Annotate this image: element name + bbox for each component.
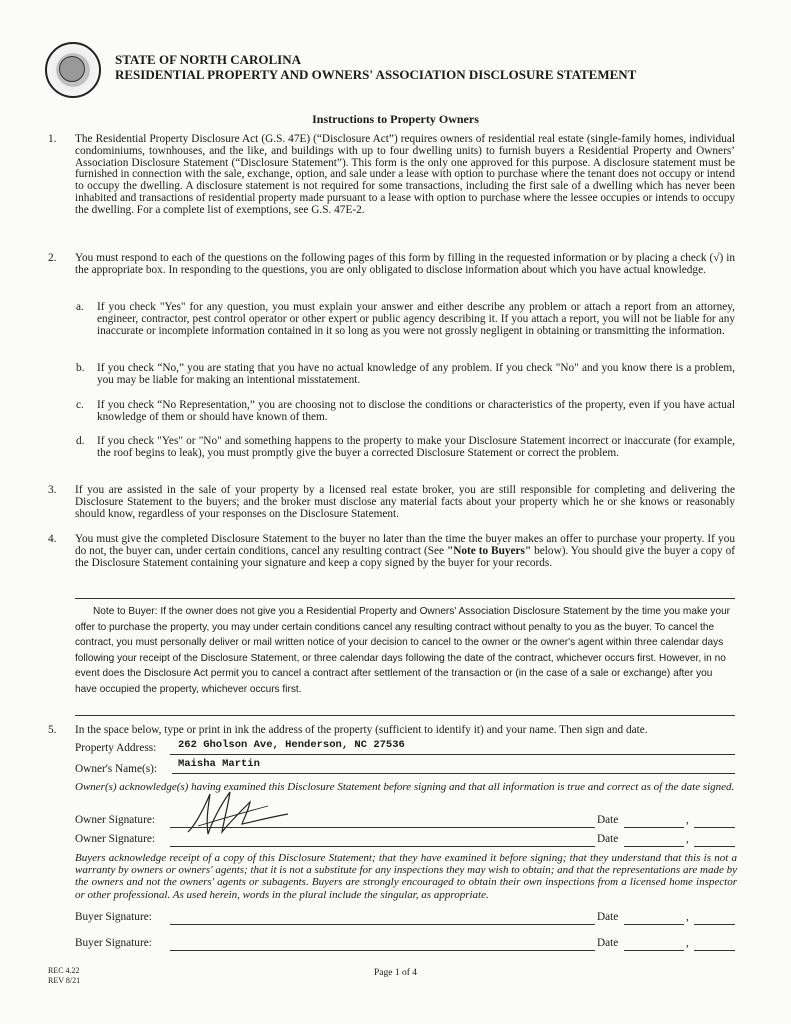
owner-name-value[interactable]: Maisha Martin bbox=[178, 758, 260, 770]
header-state: STATE OF NORTH CAROLINA bbox=[115, 52, 302, 67]
owner-date-label-2: Date bbox=[597, 833, 619, 845]
buyer-date-line-2[interactable] bbox=[624, 950, 684, 951]
buyer-date-comma-1: , bbox=[686, 911, 689, 923]
seal-icon bbox=[45, 42, 101, 98]
note-top-rule bbox=[75, 598, 735, 599]
owner-year-line-2[interactable] bbox=[694, 846, 735, 847]
buyer-date-label-2: Date bbox=[597, 937, 619, 949]
property-address-line bbox=[170, 754, 735, 755]
owner-date-comma-2: , bbox=[686, 833, 689, 845]
instructions-title: Instructions to Property Owners bbox=[312, 112, 479, 126]
buyer-signature-label-2: Buyer Signature: bbox=[75, 937, 152, 949]
owner-date-label-1: Date bbox=[597, 814, 619, 826]
item-2-number: 2. bbox=[48, 252, 57, 264]
item-4-number: 4. bbox=[48, 533, 57, 545]
buyer-date-comma-2: , bbox=[686, 937, 689, 949]
buyer-year-line-1[interactable] bbox=[694, 924, 735, 925]
owner-date-comma-1: , bbox=[686, 814, 689, 826]
footer-rec: REC 4.22 bbox=[48, 966, 80, 975]
buyer-year-line-2[interactable] bbox=[694, 950, 735, 951]
owner-name-line bbox=[172, 773, 735, 774]
header-form-title: RESIDENTIAL PROPERTY AND OWNERS' ASSOCIATION DISCLOSURE STATEMENT bbox=[115, 67, 637, 82]
item-4-text: You must give the completed Disclosure Statement to the buyer no later than the time the buyer makes an offer to purchase your property. If you do not, the buyer can, under certain conditions, cancel any resulting contract (See "Note to Buyers" below). You should give the buyer a copy of the Disclosure Statement containing your signature and keep a copy signed by the buyer for your records. bbox=[75, 533, 736, 569]
owner-handwritten-signature bbox=[178, 784, 298, 844]
item-a-letter: a. bbox=[76, 301, 84, 313]
owner-signature-label-2: Owner Signature: bbox=[75, 833, 155, 845]
buyer-acknowledgement: Buyers acknowledge receipt of a copy of this Disclosure Statement; that they have examined it before signing; that they understand that this is not a warranty by owners or owners' agents; that it is not a substitute for any inspections they may wish to obtain; and that the representations are made by the owners and not the owners' agents or subagents. Buyers are strongly encouraged to obtain their own inspections from a licensed home inspector or other professional. As used herein, words in the plural include the singular, as appropriate. bbox=[75, 852, 737, 901]
item-5-number: 5. bbox=[48, 724, 57, 736]
buyer-signature-line-1[interactable] bbox=[170, 924, 595, 925]
owner-year-line-1[interactable] bbox=[694, 827, 735, 828]
property-address-label: Property Address: bbox=[75, 742, 157, 754]
owner-signature-label-1: Owner Signature: bbox=[75, 814, 155, 826]
owner-date-line-1[interactable] bbox=[624, 827, 684, 828]
owner-acknowledgement: Owner(s) acknowledge(s) having examined this Disclosure Statement before signing and that all information is true and correct as of the date signed. bbox=[75, 781, 735, 793]
buyer-date-line-1[interactable] bbox=[624, 924, 684, 925]
owner-signature-line-2[interactable] bbox=[170, 846, 595, 847]
item-c-text: If you check “No Representation,” you are choosing not to disclose the conditions or characteristics of the property, even if you have actual knowledge of them or should have known of them. bbox=[97, 399, 735, 423]
item-3-text: If you are assisted in the sale of your property by a licensed real estate broker, you are still responsible for completing and delivering the Disclosure Statement to the buyers; and the broker must disclose any material facts about your property which he or she knows or reasonably should know, regardless of your responses on the Disclosure Statement. bbox=[75, 484, 735, 520]
buyer-signature-line-2[interactable] bbox=[170, 950, 595, 951]
item-b-text: If you check “No,” you are stating that you have no actual knowledge of any problem. If you check "No" and you know there is a problem, you may be liable for making an intentional misstatement. bbox=[97, 362, 735, 386]
item-a-text: If you check "Yes" for any question, you must explain your answer and either describe any problem or attach a report from an attorney, engineer, contractor, pest control operator or other expert or public agency describing it. If you attach a report, you will not be liable for any inaccurate or incomplete information contained in it so long as you were not grossly negligent in obtaining or transmitting the information. bbox=[97, 301, 735, 337]
owner-date-line-2[interactable] bbox=[624, 846, 684, 847]
item-c-letter: c. bbox=[76, 399, 84, 411]
footer-page-number: Page 1 of 4 bbox=[373, 968, 417, 978]
item-d-letter: d. bbox=[76, 435, 85, 447]
item-d-text: If you check "Yes" or "No" and something happens to the property to make your Disclosure Statement incorrect or inaccurate (for example, the roof begins to leak), you must promptly give the buyer a corrected Disclosure Statement or correct the problem. bbox=[97, 435, 735, 459]
note-bottom-rule bbox=[75, 715, 735, 716]
item-b-letter: b. bbox=[76, 362, 85, 374]
item-5-text: In the space below, type or print in ink the address of the property (sufficient to identify it) and your name. Then sign and date. bbox=[75, 724, 648, 736]
item-1-text: The Residential Property Disclosure Act (G.S. 47E) (“Disclosure Act”) requires owners of residential real estate (single-family homes, individual condominiums, townhouses, and the like, and buildings with up to four dwelling units) to furnish buyers a Residential Property and Owners’ Association Disclosure Statement (“Disclosure Statement”). This form is the only one approved for this purpose. A disclosure statement must be furnished in connection with the sale, exchange, option, and sale under a lease with option to purchase where the tenant does not occupy or intend to occupy the dwelling. A disclosure statement is not required for some transactions, including the first sale of a dwelling which has never been inhabited and transactions of residential property made pursuant to a lease with option to purchase where the lessee occupies or intends to occupy the dwelling. For a complete list of exemptions, see G.S. 47E-2. bbox=[75, 133, 735, 216]
item-3-number: 3. bbox=[48, 484, 57, 496]
footer-rev: REV 8/21 bbox=[48, 976, 81, 985]
note-to-buyer: Note to Buyer: If the owner does not give you a Residential Property and Owners' Association Disclosure Statement by the time you make your offer to purchase the property, you may under certain conditions cancel any resulting contract without penalty to you as the buyer. To cancel the contract, you must personally deliver or mail written notice of your decision to cancel to the owner or the owner's agent within three calendar days following your receipt of the Disclosure Statement, or three calendar days following the date of the contract, whichever occurs first. However, in no event does the Disclosure Act permit you to cancel a contract after settlement of the transaction or (in the case of a sale or exchange) after you have occupied the property, whichever occurs first. bbox=[75, 606, 731, 695]
buyer-signature-label-1: Buyer Signature: bbox=[75, 911, 152, 923]
item-1-number: 1. bbox=[48, 133, 57, 145]
buyer-date-label-1: Date bbox=[597, 911, 619, 923]
property-address-value[interactable]: 262 Gholson Ave, Henderson, NC 27536 bbox=[178, 739, 405, 751]
item-2-text: You must respond to each of the questions on the following pages of this form by filling in the requested information or by placing a check (√) in the appropriate box. In responding to the questions, you are only obligated to disclose information about which you have actual knowledge. bbox=[75, 252, 735, 276]
owner-name-label: Owner's Name(s): bbox=[75, 763, 158, 775]
